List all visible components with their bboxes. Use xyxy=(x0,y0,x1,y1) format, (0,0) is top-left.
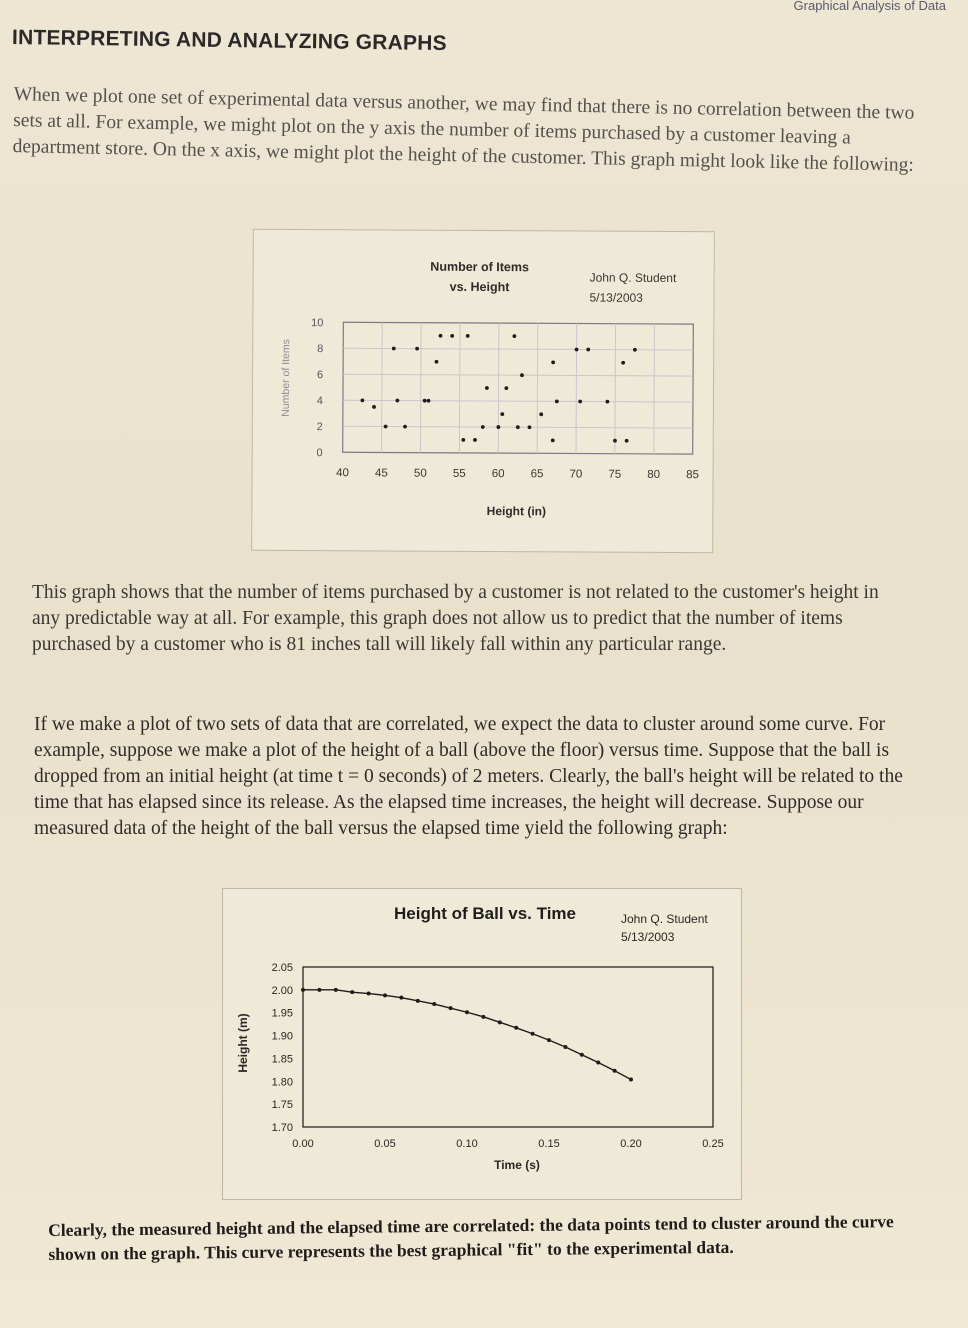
chart1-y-axis-label: Number of Items xyxy=(279,339,293,417)
chart1-data-point xyxy=(520,373,524,377)
chart2-data-point xyxy=(547,1038,551,1042)
chart2-data-point xyxy=(334,988,338,992)
chart1-y-tick-label: 10 xyxy=(311,317,324,330)
height-vs-time-line-chart xyxy=(223,889,741,1199)
chart1-data-point xyxy=(395,399,399,403)
section-heading: INTERPRETING AND ANALYZING GRAPHS xyxy=(11,26,447,56)
chart2-x-tick-label: 0.25 xyxy=(702,1138,724,1150)
chart2-x-axis-label: Time (s) xyxy=(494,1158,540,1172)
chart2-y-axis-label: Height (m) xyxy=(236,1013,250,1073)
chart1-x-tick-label: 65 xyxy=(530,468,544,481)
chart2-y-tick-label: 1.70 xyxy=(271,1122,293,1134)
chart1-data-point xyxy=(586,348,590,352)
chart2-data-point xyxy=(629,1077,633,1081)
chart1-data-point xyxy=(613,439,617,443)
chart1-data-point xyxy=(461,438,465,442)
chart1-data-point xyxy=(516,425,520,429)
paragraph-correlation: If we make a plot of two sets of data that are correlated, we expect the data to cluster around some curve. For example, suppose we make a plot of the height of a ball (above the floor) versus time. Suppose that the ball is dropped from an initial height (at time t = 0 seconds) of 2 meters. Clearly, the ball's height will be related to the time that has elapsed since its release. As the elapsed time increases, the height will decrease. Suppose our measured data of the height of the ball versus the elapsed time yield the following graph: xyxy=(34,714,903,839)
paragraph-intro: When we plot one set of experimental data versus another, we may find that there is no correlation between the two sets at all. For example, we might plot on the y axis the number of items purchased by a customer leaving a department store. On the x axis, we might plot the height of the customer. This graph might look like the following: xyxy=(12,83,915,176)
chart1-gridline-y xyxy=(343,348,693,350)
chart2-y-tick-label: 1.90 xyxy=(271,1030,293,1043)
chart1-title-line2: vs. Height xyxy=(449,279,510,295)
chart2-title: Height of Ball vs. Time xyxy=(393,904,577,923)
chart1-data-point xyxy=(403,425,407,429)
chart2-y-tick-label: 1.85 xyxy=(271,1053,293,1066)
running-header: Graphical Analysis of Data xyxy=(793,0,946,13)
chart1-data-point xyxy=(504,386,508,390)
chart1-data-point xyxy=(512,334,516,338)
chart1-x-tick-label: 85 xyxy=(686,469,699,482)
chart1-data-point xyxy=(473,438,477,442)
chart2-data-point xyxy=(367,992,371,996)
chart2-fit-curve xyxy=(303,990,631,1080)
chart2-x-tick-label: 0.15 xyxy=(538,1138,560,1150)
chart1-author: John Q. Student xyxy=(589,270,677,286)
chart1-x-tick-label: 45 xyxy=(375,467,388,480)
chart1-data-point xyxy=(528,425,532,429)
chart2-data-point xyxy=(317,988,321,992)
chart2-plot-area xyxy=(303,967,713,1127)
chart1-x-tick-label: 75 xyxy=(608,468,622,481)
chart1-data-point xyxy=(450,334,454,338)
chart1-data-point xyxy=(539,412,543,416)
chart1-gridline-x xyxy=(498,323,499,453)
paragraph-no-correlation: This graph shows that the number of items purchased by a customer is not related to the customer's height in any predictable way at all. For example, this graph does not allow us to predict that the number of items purchased by a customer who is 81 inches tall will likely fall within any particular range. xyxy=(32,582,879,655)
chart1-data-point xyxy=(605,400,609,404)
chart2-y-tick-label: 2.05 xyxy=(271,962,293,974)
chart1-x-tick-label: 80 xyxy=(647,468,661,481)
chart1-y-tick-label: 0 xyxy=(316,447,323,460)
chart1-data-point xyxy=(578,400,582,404)
chart2-data-point xyxy=(531,1032,535,1036)
chart1-data-point xyxy=(551,360,555,364)
chart1-x-tick-label: 55 xyxy=(452,467,466,480)
chart2-date: 5/13/2003 xyxy=(621,930,675,944)
line-chart-frame xyxy=(222,888,742,1200)
chart2-x-tick-label: 0.00 xyxy=(292,1138,314,1150)
chart2-data-point xyxy=(399,996,403,1000)
chart1-y-tick-label: 6 xyxy=(316,369,324,382)
chart2-data-point xyxy=(498,1020,502,1024)
chart1-gridline-x xyxy=(382,322,383,452)
chart2-y-tick-label: 1.80 xyxy=(271,1076,293,1089)
chart1-data-point xyxy=(384,425,388,429)
chart1-y-tick-label: 2 xyxy=(316,421,323,434)
chart1-data-point xyxy=(496,425,500,429)
chart2-data-point xyxy=(383,993,387,997)
chart1-data-point xyxy=(427,399,431,403)
chart1-data-point xyxy=(466,334,470,338)
chart1-data-point xyxy=(551,438,555,442)
chart1-data-point xyxy=(555,399,559,403)
paragraph-conclusion: Clearly, the measured height and the elapsed time are correlated: the data points tend to cluster around the curve shown on the graph. This curve represents the best graphical "fit" to the experimental data. xyxy=(48,1211,894,1264)
chart1-data-point xyxy=(621,361,625,365)
scatter-chart-frame xyxy=(251,229,715,553)
chart2-data-point xyxy=(465,1010,469,1014)
chart1-gridline-x xyxy=(654,324,655,454)
chart2-author: John Q. Student xyxy=(621,912,708,926)
chart2-data-point xyxy=(416,999,420,1003)
items-vs-height-scatter-chart xyxy=(252,230,714,552)
chart1-gridline-x xyxy=(576,323,577,453)
chart1-x-axis-label: Height (in) xyxy=(486,504,547,519)
chart1-gridline-x xyxy=(459,323,460,453)
chart1-y-tick-label: 4 xyxy=(316,395,323,408)
chart2-y-tick-label: 1.95 xyxy=(271,1007,293,1020)
chart1-gridline-x xyxy=(615,324,616,454)
chart1-data-point xyxy=(372,405,376,409)
chart1-x-tick-label: 50 xyxy=(413,467,427,480)
chart2-data-point xyxy=(596,1061,600,1065)
chart1-date: 5/13/2003 xyxy=(589,290,643,305)
chart1-data-point xyxy=(415,347,419,351)
chart1-data-point xyxy=(360,398,364,402)
chart2-x-tick-label: 0.10 xyxy=(456,1138,478,1150)
chart1-plot-area xyxy=(343,322,694,454)
chart2-data-point xyxy=(580,1053,584,1057)
chart2-y-tick-label: 2.00 xyxy=(271,984,293,997)
chart2-data-point xyxy=(514,1026,518,1030)
chart1-gridline-y xyxy=(343,400,693,402)
chart2-data-point xyxy=(563,1045,567,1049)
chart1-data-point xyxy=(633,348,637,352)
chart1-x-tick-label: 40 xyxy=(336,467,349,480)
chart2-data-point xyxy=(350,990,354,994)
chart1-x-tick-label: 70 xyxy=(569,468,583,481)
chart1-data-point xyxy=(435,360,439,364)
chart1-gridline-y xyxy=(343,374,693,376)
chart2-data-point xyxy=(432,1002,436,1006)
chart2-x-tick-label: 0.05 xyxy=(374,1138,396,1150)
chart1-data-point xyxy=(625,439,629,443)
chart2-y-tick-label: 1.75 xyxy=(271,1099,293,1112)
chart1-data-point xyxy=(500,412,504,416)
chart1-y-tick-label: 8 xyxy=(317,343,324,356)
chart1-data-point xyxy=(575,348,579,352)
chart2-data-point xyxy=(613,1069,617,1073)
chart1-data-point xyxy=(481,425,485,429)
chart2-data-point xyxy=(301,988,305,992)
chart1-gridline-x xyxy=(537,323,538,453)
chart2-x-tick-label: 0.20 xyxy=(620,1138,642,1150)
chart1-data-point xyxy=(423,399,427,403)
chart2-data-point xyxy=(449,1006,453,1010)
chart1-data-point xyxy=(392,347,396,351)
chart1-data-point xyxy=(485,386,489,390)
chart1-x-tick-label: 60 xyxy=(491,468,505,481)
chart1-title-line1: Number of Items xyxy=(430,259,530,275)
chart1-gridline-x xyxy=(420,323,421,453)
chart1-data-point xyxy=(439,334,443,338)
chart2-data-point xyxy=(481,1015,485,1019)
